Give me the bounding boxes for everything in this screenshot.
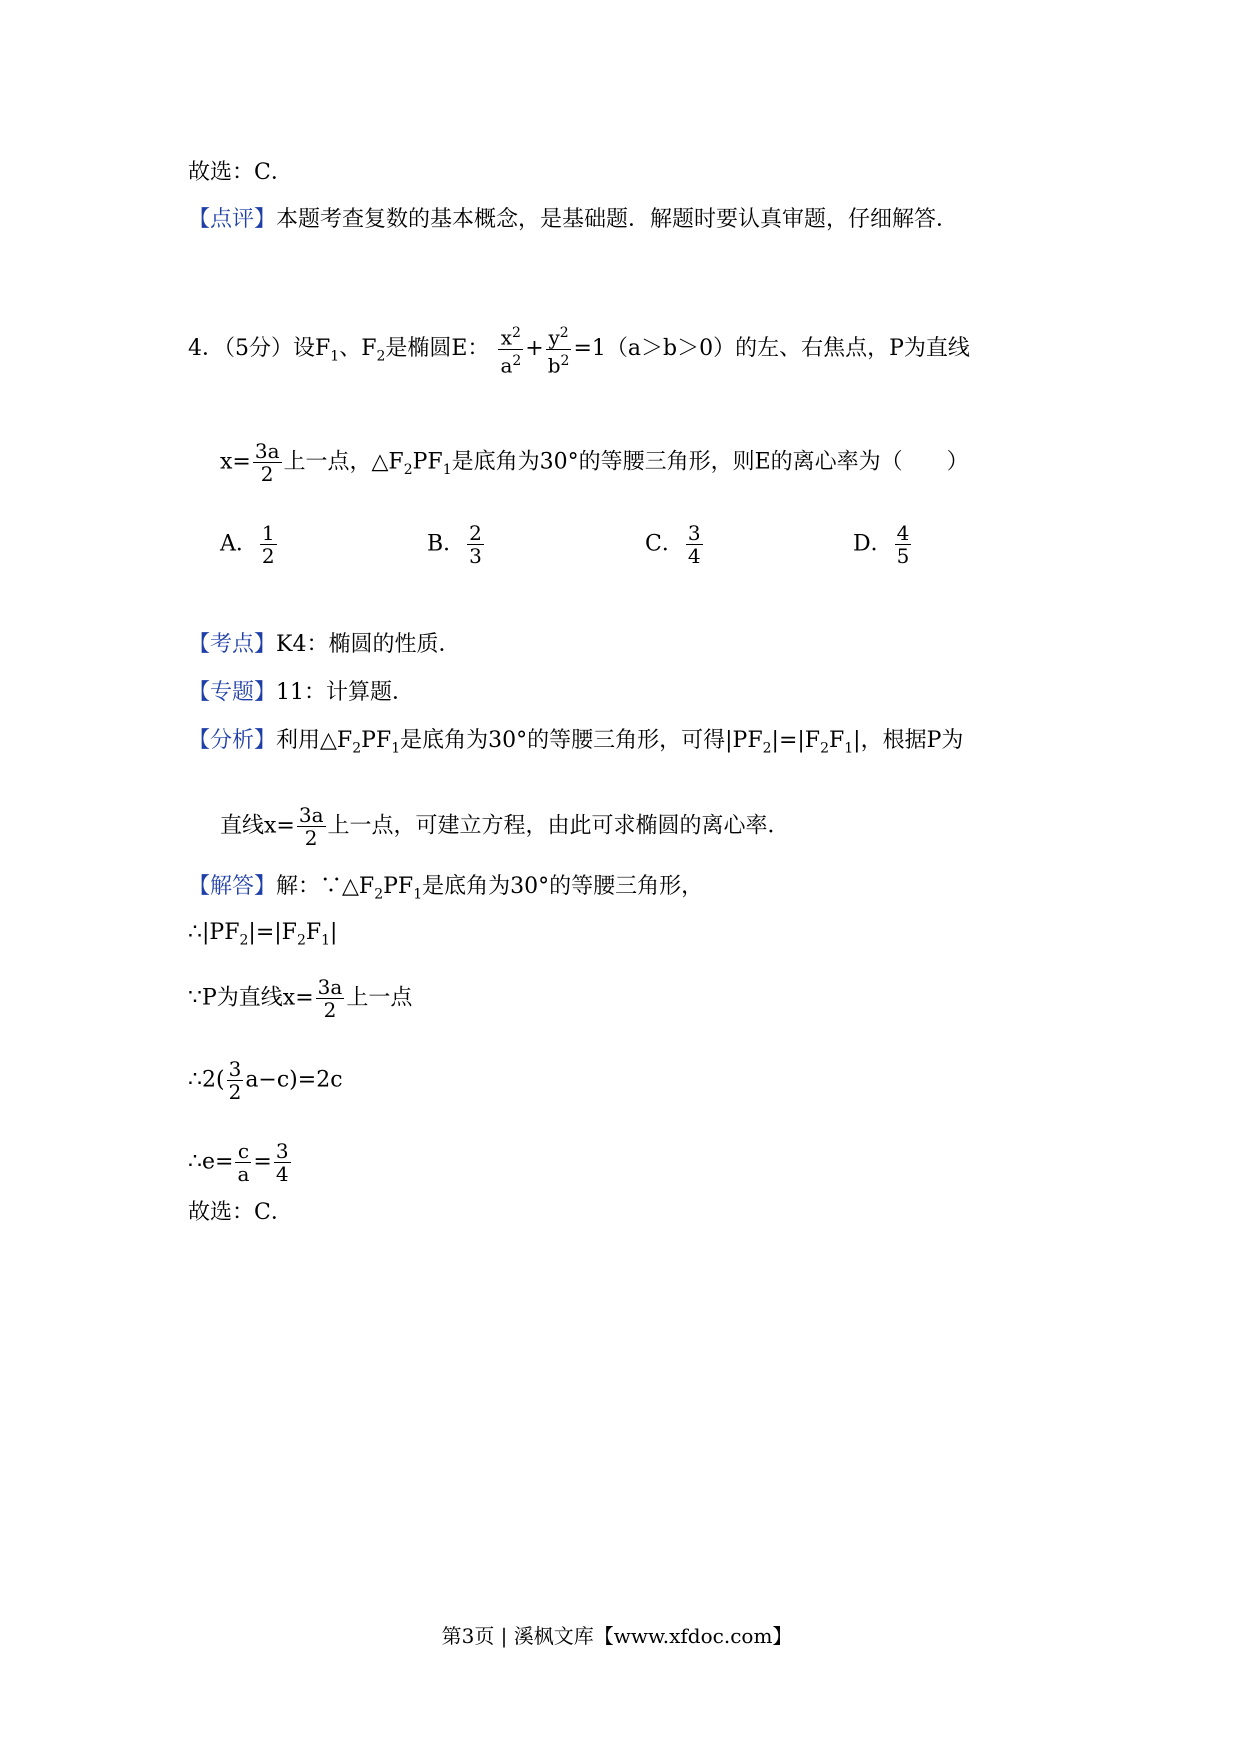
- fenxi-sub1b: 1: [844, 740, 854, 757]
- q4-line2-b: 上一点，△F: [283, 449, 404, 475]
- zhuanti-text: 11：计算题．: [276, 680, 415, 705]
- option-b-frac: [467, 522, 484, 567]
- step2-a: ∵P为直线x=: [188, 985, 314, 1011]
- step1-sub2b: 2: [296, 932, 306, 949]
- option-b: [427, 522, 486, 567]
- q4-line2-sub1: 1: [442, 461, 452, 478]
- option-c-den: 4: [687, 544, 701, 568]
- q4-line2-sub2: 2: [403, 461, 413, 478]
- q4-stem-c: 是椭圆E：: [385, 336, 490, 362]
- option-c: [645, 522, 705, 567]
- option-b-label: B．: [427, 531, 466, 557]
- option-c-label: C．: [645, 531, 684, 557]
- step4-den2: 4: [275, 1162, 289, 1186]
- step4-num1: c: [235, 1140, 251, 1163]
- step2-b: 上一点: [346, 985, 413, 1011]
- fenxi-frac-num: 3a: [298, 803, 324, 827]
- step3-num: 3: [228, 1057, 242, 1081]
- jieda-tag: 【解答】: [188, 874, 277, 899]
- fenxi-line2-b: 上一点，可建立方程，由此可求椭圆的离心率．: [327, 813, 790, 839]
- fenxi-frac: [297, 804, 326, 849]
- step1-c: F: [305, 920, 322, 945]
- option-d: [853, 522, 913, 567]
- fenxi-b: PF: [361, 728, 392, 753]
- frac-3a-2: [253, 440, 282, 485]
- jieda-b: PF: [383, 874, 414, 899]
- q4-line2-c: PF: [412, 449, 443, 475]
- ellipse-frac-x: [498, 322, 523, 376]
- kaodian-line: [188, 630, 460, 660]
- option-a-label: A．: [220, 531, 258, 557]
- jieda-step2: [188, 976, 412, 1021]
- q4-line2-d: 是底角为30°的等腰三角形，则E的离心率为（ ）: [451, 449, 969, 475]
- fenxi-tag: 【分析】: [188, 728, 277, 753]
- step2-num: 3a: [317, 975, 343, 999]
- frac1-den: a: [500, 353, 513, 378]
- zhuanti-line: [188, 678, 414, 708]
- step1-sub1: 1: [321, 932, 331, 949]
- option-c-num: 3: [687, 521, 701, 545]
- fenxi-line2: [220, 804, 790, 849]
- option-b-num: 2: [469, 521, 482, 545]
- q4-stem-a: 4．（5分）设F: [188, 336, 331, 362]
- fenxi-sub2b: 2: [762, 740, 772, 757]
- fenxi-sub1: 1: [391, 740, 401, 757]
- option-d-den: 5: [896, 544, 910, 568]
- step4-frac1: [235, 1140, 251, 1185]
- jieda-a: 解：∵△F: [276, 874, 375, 899]
- step3-b: a−c)=2c: [245, 1067, 343, 1093]
- question-4-stem: [188, 322, 970, 376]
- step3-a: ∴2(: [188, 1067, 225, 1093]
- option-a-frac: [260, 522, 277, 567]
- frac2-num: y: [548, 325, 560, 350]
- step1-sub2: 2: [239, 932, 249, 949]
- option-c-frac: [686, 522, 703, 567]
- frac2-den-sup: 2: [560, 352, 570, 369]
- plus-sign: +: [525, 336, 544, 362]
- zhuanti-tag: 【专题】: [188, 680, 277, 705]
- jieda-step1: [188, 918, 337, 955]
- jieda-c: 是底角为30°的等腰三角形，: [422, 874, 704, 899]
- kaodian-text: K4：椭圆的性质．: [276, 632, 461, 657]
- step4-num2: 3: [275, 1139, 289, 1163]
- step4-frac2: [274, 1140, 291, 1185]
- fenxi-d: |=|F: [771, 728, 821, 753]
- kaodian-tag: 【考点】: [188, 632, 277, 657]
- fenxi-sub2c: 2: [820, 740, 829, 757]
- option-d-frac: [895, 522, 912, 567]
- frac1-den-sup: 2: [512, 352, 522, 369]
- option-d-label: D．: [853, 531, 893, 557]
- ellipse-frac-y: [546, 322, 572, 376]
- frac1-num-sup: 2: [512, 325, 521, 341]
- step3-den: 2: [228, 1080, 242, 1104]
- option-a-den: 2: [261, 544, 275, 568]
- step4-a: ∴e=: [188, 1149, 234, 1175]
- frac2-den: b: [547, 353, 561, 378]
- option-b-den: 3: [469, 544, 482, 568]
- review-tag: 【点评】: [188, 207, 277, 232]
- review-line: [188, 205, 958, 235]
- fenxi-frac-den: 2: [304, 826, 318, 850]
- question-4-line2: [220, 440, 969, 485]
- fenxi-a: 利用△F: [276, 728, 353, 753]
- review-text: 本题考查复数的基本概念，是基础题．解题时要认真审题，仔细解答．: [276, 207, 959, 232]
- fenxi-line1: [188, 726, 963, 763]
- fenxi-e: F: [828, 728, 845, 753]
- q4-stem-d: =1（a＞b＞0）的左、右焦点，P为直线: [573, 336, 970, 362]
- fenxi-f: |，根据P为: [853, 728, 964, 753]
- option-a-num: 1: [261, 521, 275, 545]
- page-footer: 第3页 | 溪枫文库【www.xfdoc.com】: [441, 1624, 793, 1648]
- step4-eq: =: [253, 1149, 272, 1175]
- fenxi-c: 是底角为30°的等腰三角形，可得|PF: [400, 728, 763, 753]
- jieda-line1: [188, 872, 703, 909]
- q4-line2-a: x=: [220, 449, 251, 475]
- fenxi-sub2: 2: [352, 740, 362, 757]
- frac3-den: 2: [260, 462, 274, 486]
- step2-frac: [316, 976, 345, 1021]
- frac2-num-sup: 2: [559, 325, 569, 341]
- frac1-num: x: [500, 325, 513, 350]
- q4-sub-1: 1: [330, 348, 340, 365]
- step2-den: 2: [323, 998, 337, 1022]
- jieda-answer: 故选：C．: [188, 1200, 293, 1225]
- step1-b: |=|F: [248, 920, 297, 945]
- jieda-sub1: 1: [413, 886, 423, 903]
- step3-frac: [227, 1058, 244, 1103]
- previous-answer: 故选：C．: [188, 160, 293, 185]
- frac3-num: 3a: [254, 439, 280, 463]
- step4-den1: a: [237, 1162, 250, 1186]
- step1-d: |: [330, 920, 338, 945]
- q4-stem-b: 、F: [339, 336, 377, 362]
- q4-sub-2: 2: [376, 348, 386, 365]
- fenxi-line2-a: 直线x=: [220, 813, 295, 839]
- jieda-step3: [188, 1058, 343, 1103]
- step1-a: ∴|PF: [188, 920, 240, 945]
- jieda-sub2: 2: [374, 886, 384, 903]
- option-d-num: 4: [896, 521, 910, 545]
- option-a: [220, 522, 279, 567]
- jieda-step4: [188, 1140, 293, 1185]
